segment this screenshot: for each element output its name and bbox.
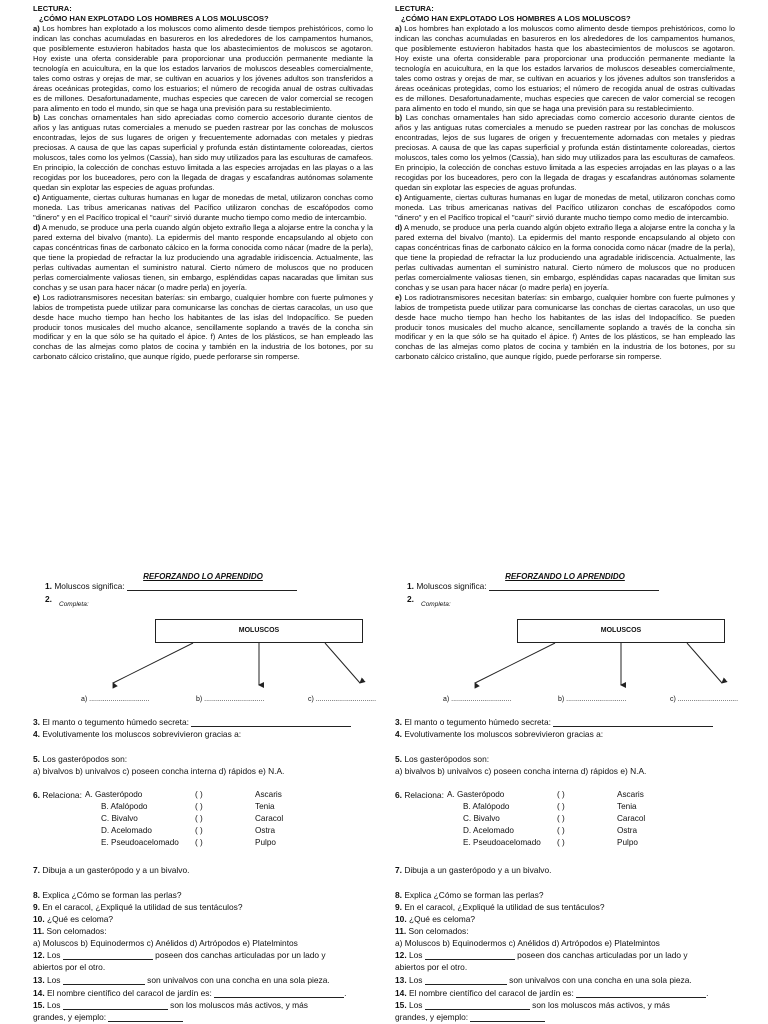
paragraph-b: b) Las conchas ornamentales han sido apreciadas como comercio accesorio durante cientos de años y las antiguas rutas comerciales a menudo se pueden rastrear por las conchas de moluscos encontradas, lejos de sus lugares de origen y frecuentemente adornadas con metales y piedras preciosas. A causa de que las capas superficial y profunda están distintamente coloreadas, ciertos moluscos, tales como los yelmos (Cassia), han sido muy utilizados para las esculturas de camafeos. En principio, la colección de conchas estuvo limitada a las especies arrojadas en las playas o a las recogidas por los buceadores, pero con la llegada de dragas y escafandras autónomas solamente quedan sin explotar las especies de aguas profundas.	[395, 113, 735, 193]
relation-left-4: E. Pseudoacelomado	[101, 838, 179, 847]
paragraph-d: d) A menudo, se produce una perla cuando algún objeto extraño llega a alojarse entre la concha y la pared externa del bivalvo (manto). La epidermis del manto responde encapsulando al objeto con capas concéntricas finas de carbonato cálcico en la forma conocida como nácar (madre de la perla), que tiene la propiedad de refractar la luz produciendo una agradable iridiscencia. Actualmente, las perlas cultivadas aumentan el suministro natural. Cierto número de moluscos que no producen perlas comercialmente valiosas tienen, sin embargo, espléndidas capas nacaradas que limitan sus conchas y se usan para hacer nácar (o madre perla) en joyería.	[33, 222, 373, 292]
relation-paren[interactable]: ( )	[195, 802, 203, 811]
paragraph-c: c) Antiguamente, ciertas culturas humanas en lugar de monedas de metal, utilizaron conchas como moneda. Las tribus americanas nativas del Pacífico utilizaron conchas de escafópodos como "dinero" y en el Pacífico tropical el "cauri" sirvió durante mucho tiempo como medio de intercambio.	[33, 193, 373, 223]
question-4: 4. Evolutivamente los moluscos sobrevivieron gracias a:	[33, 729, 242, 739]
question-6: 6. Relaciona:	[395, 790, 444, 800]
question-12: 12. Los poseen dos canchas articuladas por un lado y	[395, 950, 688, 960]
answer-line[interactable]	[576, 989, 706, 998]
relation-right-0: Ascaris	[617, 790, 644, 799]
answer-line[interactable]	[63, 976, 145, 985]
question-15: 15. Los son los moluscos más activos, y más	[33, 1000, 308, 1010]
answer-line[interactable]	[214, 989, 344, 998]
relation-left-2: C. Bivalvo	[101, 814, 138, 823]
question-10: 10. ¿Qué es celoma?	[33, 914, 114, 924]
concept-map-arrows	[33, 643, 373, 693]
question-13: 13. Los son univalvos con una concha en una sola pieza.	[395, 975, 692, 985]
question-2: 2.	[407, 594, 414, 604]
relation-paren[interactable]: ( )	[195, 826, 203, 835]
answer-line[interactable]	[63, 951, 153, 960]
answer-a[interactable]: a) ...............................	[443, 696, 512, 703]
answer-line[interactable]	[425, 976, 507, 985]
relation-paren[interactable]: ( )	[195, 814, 203, 823]
worksheet-title: REFORZANDO LO APRENDIDO	[505, 572, 625, 581]
question-1: 1. Moluscos significa:	[407, 581, 659, 591]
relation-right-3: Ostra	[617, 826, 638, 835]
question-13: 13. Los son univalvos con una concha en una sola pieza.	[33, 975, 330, 985]
question-5: 5. Los gasterópodos son:	[395, 754, 490, 764]
relation-right-1: Tenia	[255, 802, 275, 811]
question-14: 14. El nombre científico del caracol de jardín es: .	[395, 988, 709, 998]
question-12-cont: abiertos por el otro.	[395, 962, 468, 972]
question-11-options: a) Moluscos b) Equinodermos c) Anélidos d) Artrópodos e) Platelmintos	[33, 938, 298, 948]
relation-right-2: Caracol	[255, 814, 284, 823]
paragraph-e: e) Los radiotransmisores necesitan baterías: sin embargo, cualquier hombre con fuerte pulmones y labios de trompetista puede utilizar para comunicarse las conchas de ciertas caracolas, un uso que desde hace mucho tiempo han hecho los habitantes de las islas del Indopacífico. Se pueden producir tonos musicales del mucho alcance, sencillamente soplando a través de la concha sin modificar y en la que sólo se ha quitado el ápice. f) Antes de los plásticos, se han empleado las conchas de las almejas como platos de cocina y también en la industria de los botones, por su carbonato cálcico cristalino, que aunque rígido, puede perforarse sin romperse.	[395, 292, 735, 362]
complete-hint: Completa:	[59, 601, 89, 608]
relation-right-1: Tenia	[617, 802, 637, 811]
moluscos-box: MOLUSCOS	[517, 619, 725, 643]
paragraph-a: a) Los hombres han explotado a los moluscos como alimento desde tiempos prehistóricos, como lo indican las conchas acumuladas en basureros en los alrededores de los campamentos humanos, que posiblemente estuvieron habitados hasta que los abastecimientos de moluscos se agotaron. Hoy existe una oferta considerable para proporcionar una producción permanente mediante la tecnología en acuicultura, en la que los estados larvarios de moluscos deseables comercialmente, tales como ostras y orejas de mar, se cultivan en acuarios y los jóvenes adultos son transferidos a áreas oceánicas protegidas, como los estuarios; el número de recogida anual de ostras cultivadas es de millones. Desafortunadamente, muchas especies que carecen de valor comercial se recogen para alimento en todo el mundo, sin que se haga una previsión para su restablecimiento.	[395, 23, 735, 113]
question-5-options: a) bivalvos b) univalvos c) poseen concha interna d) rápidos e) N.A.	[395, 766, 647, 776]
complete-hint: Completa:	[421, 601, 451, 608]
answer-line[interactable]	[489, 582, 659, 591]
question-5-options: a) bivalvos b) univalvos c) poseen concha interna d) rápidos e) N.A.	[33, 766, 285, 776]
answer-line[interactable]	[425, 1001, 530, 1010]
question-7: 7. Dibuja a un gasterópodo y a un bivalvo.	[33, 865, 190, 875]
relation-paren[interactable]: ( )	[557, 802, 565, 811]
answer-line[interactable]	[470, 1013, 545, 1022]
answer-line[interactable]	[108, 1013, 183, 1022]
answer-b[interactable]: b) ...............................	[558, 696, 627, 703]
relation-left-3: D. Acelomado	[463, 826, 514, 835]
answer-line[interactable]	[425, 951, 515, 960]
worksheet-right	[395, 0, 739, 1024]
relation-left-1: B. Afalópodo	[101, 802, 148, 811]
worksheet-left	[33, 0, 377, 1024]
concept-map-arrows	[395, 643, 735, 693]
relation-paren[interactable]: ( )	[557, 814, 565, 823]
relation-right-3: Ostra	[255, 826, 276, 835]
answer-line[interactable]	[553, 718, 713, 727]
relation-right-4: Pulpo	[255, 838, 276, 847]
relation-paren[interactable]: ( )	[195, 838, 203, 847]
question-1: 1. Moluscos significa:	[45, 581, 297, 591]
question-8: 8. Explica ¿Cómo se forman las perlas?	[395, 890, 544, 900]
question-3: 3. El manto o tegumento húmedo secreta:	[395, 717, 713, 727]
relation-left-1: B. Afalópodo	[463, 802, 510, 811]
paragraph-b: b) Las conchas ornamentales han sido apreciadas como comercio accesorio durante cientos de años y las antiguas rutas comerciales a menudo se pueden rastrear por las conchas de moluscos encontradas, lejos de sus lugares de origen y frecuentemente adornadas con metales y piedras preciosas. A causa de que las capas superficial y profunda están distintamente coloreadas, ciertos moluscos, tales como los yelmos (Cassia), han sido muy utilizados para las esculturas de camafeos. En principio, la colección de conchas estuvo limitada a las especies arrojadas en las playas o a las recogidas por los buceadores, pero con la llegada de dragas y escafandras autónomas solamente quedan sin explotar las especies de aguas profundas.	[33, 113, 373, 193]
relation-paren[interactable]: ( )	[557, 790, 565, 799]
reading-label: LECTURA:	[395, 4, 434, 13]
relation-left-3: D. Acelomado	[101, 826, 152, 835]
relation-right-4: Pulpo	[617, 838, 638, 847]
relation-right-0: Ascaris	[255, 790, 282, 799]
reading-label: LECTURA:	[33, 4, 72, 13]
question-15-cont: grandes, y ejemplo:	[395, 1012, 545, 1022]
answer-line[interactable]	[191, 718, 351, 727]
relation-paren[interactable]: ( )	[557, 826, 565, 835]
question-2: 2.	[45, 594, 52, 604]
relation-right-2: Caracol	[617, 814, 646, 823]
question-9: 9. En el caracol, ¿Expliqué la utilidad de sus tentáculos?	[395, 902, 605, 912]
question-4: 4. Evolutivamente los moluscos sobrevivieron gracias a:	[395, 729, 604, 739]
question-5: 5. Los gasterópodos son:	[33, 754, 128, 764]
question-11-options: a) Moluscos b) Equinodermos c) Anélidos d) Artrópodos e) Platelmintos	[395, 938, 660, 948]
reading-title: ¿CÓMO HAN EXPLOTADO LOS HOMBRES A LOS MOLUSCOS?	[401, 13, 631, 23]
question-7: 7. Dibuja a un gasterópodo y a un bivalvo.	[395, 865, 552, 875]
paragraph-c: c) Antiguamente, ciertas culturas humanas en lugar de monedas de metal, utilizaron conchas como moneda. Las tribus americanas nativas del Pacífico utilizaron conchas de escafópodos como "dinero" y en el Pacífico tropical el "cauri" sirvió durante mucho tiempo como medio de intercambio.	[395, 193, 735, 223]
question-12: 12. Los poseen dos canchas articuladas por un lado y	[33, 950, 326, 960]
relation-left-2: C. Bivalvo	[463, 814, 500, 823]
question-9: 9. En el caracol, ¿Expliqué la utilidad de sus tentáculos?	[33, 902, 243, 912]
answer-b[interactable]: b) ...............................	[196, 696, 265, 703]
worksheet-title: REFORZANDO LO APRENDIDO	[143, 572, 263, 581]
question-8: 8. Explica ¿Cómo se forman las perlas?	[33, 890, 182, 900]
moluscos-box: MOLUSCOS	[155, 619, 363, 643]
answer-c[interactable]: c) ...............................	[670, 696, 739, 703]
question-15-cont: grandes, y ejemplo:	[33, 1012, 183, 1022]
question-11: 11. Son celomados:	[33, 926, 107, 936]
paragraph-a: a) Los hombres han explotado a los moluscos como alimento desde tiempos prehistóricos, como lo indican las conchas acumuladas en basureros en los alrededores de los campamentos humanos, que posiblemente estuvieron habitados hasta que los abastecimientos de moluscos se agotaron. Hoy existe una oferta considerable para proporcionar una producción permanente mediante la tecnología en acuicultura, en la que los estados larvarios de moluscos deseables comercialmente, tales como ostras y orejas de mar, se cultivan en acuarios y los jóvenes adultos son transferidos a áreas oceánicas protegidas, como los estuarios; el número de recogida anual de ostras cultivadas es de millones. Desafortunadamente, muchas especies que carecen de valor comercial se recogen para alimento en todo el mundo, sin que se haga una previsión para su restablecimiento.	[33, 23, 373, 113]
paragraph-d: d) A menudo, se produce una perla cuando algún objeto extraño llega a alojarse entre la concha y la pared externa del bivalvo (manto). La epidermis del manto responde encapsulando al objeto con capas concéntricas finas de carbonato cálcico en la forma conocida como nácar (madre de la perla), que tiene la propiedad de refractar la luz produciendo una agradable iridiscencia. Actualmente, las perlas cultivadas aumentan el suministro natural. Cierto número de moluscos que no producen perlas comercialmente valiosas tienen, sin embargo, espléndidas capas nacaradas que limitan sus conchas y se usan para hacer nácar (o madre perla) en joyería.	[395, 222, 735, 292]
question-15: 15. Los son los moluscos más activos, y más	[395, 1000, 670, 1010]
question-14: 14. El nombre científico del caracol de jardín es: .	[33, 988, 347, 998]
relation-left-0: A. Gasterópodo	[447, 790, 505, 799]
question-6: 6. Relaciona:	[33, 790, 82, 800]
answer-c[interactable]: c) ...............................	[308, 696, 377, 703]
relation-paren[interactable]: ( )	[557, 838, 565, 847]
question-10: 10. ¿Qué es celoma?	[395, 914, 476, 924]
paragraph-e: e) Los radiotransmisores necesitan baterías: sin embargo, cualquier hombre con fuerte pulmones y labios de trompetista puede utilizar para comunicarse las conchas de ciertas caracolas, un uso que desde hace mucho tiempo han hecho los habitantes de las islas del Indopacífico. Se pueden producir tonos musicales del mucho alcance, sencillamente soplando a través de la concha sin modificar y en la que sólo se ha quitado el ápice. f) Antes de los plásticos, se han empleado las conchas de las almejas como platos de cocina y también en la industria de los botones, por su carbonato cálcico cristalino, que aunque rígido, puede perforarse sin romperse.	[33, 292, 373, 362]
answer-line[interactable]	[63, 1001, 168, 1010]
relation-left-4: E. Pseudoacelomado	[463, 838, 541, 847]
question-11: 11. Son celomados:	[395, 926, 469, 936]
answer-a[interactable]: a) ...............................	[81, 696, 150, 703]
relation-left-0: A. Gasterópodo	[85, 790, 143, 799]
question-12-cont: abiertos por el otro.	[33, 962, 106, 972]
answer-line[interactable]	[127, 582, 297, 591]
relation-paren[interactable]: ( )	[195, 790, 203, 799]
reading-title: ¿CÓMO HAN EXPLOTADO LOS HOMBRES A LOS MOLUSCOS?	[39, 13, 269, 23]
question-3: 3. El manto o tegumento húmedo secreta:	[33, 717, 351, 727]
